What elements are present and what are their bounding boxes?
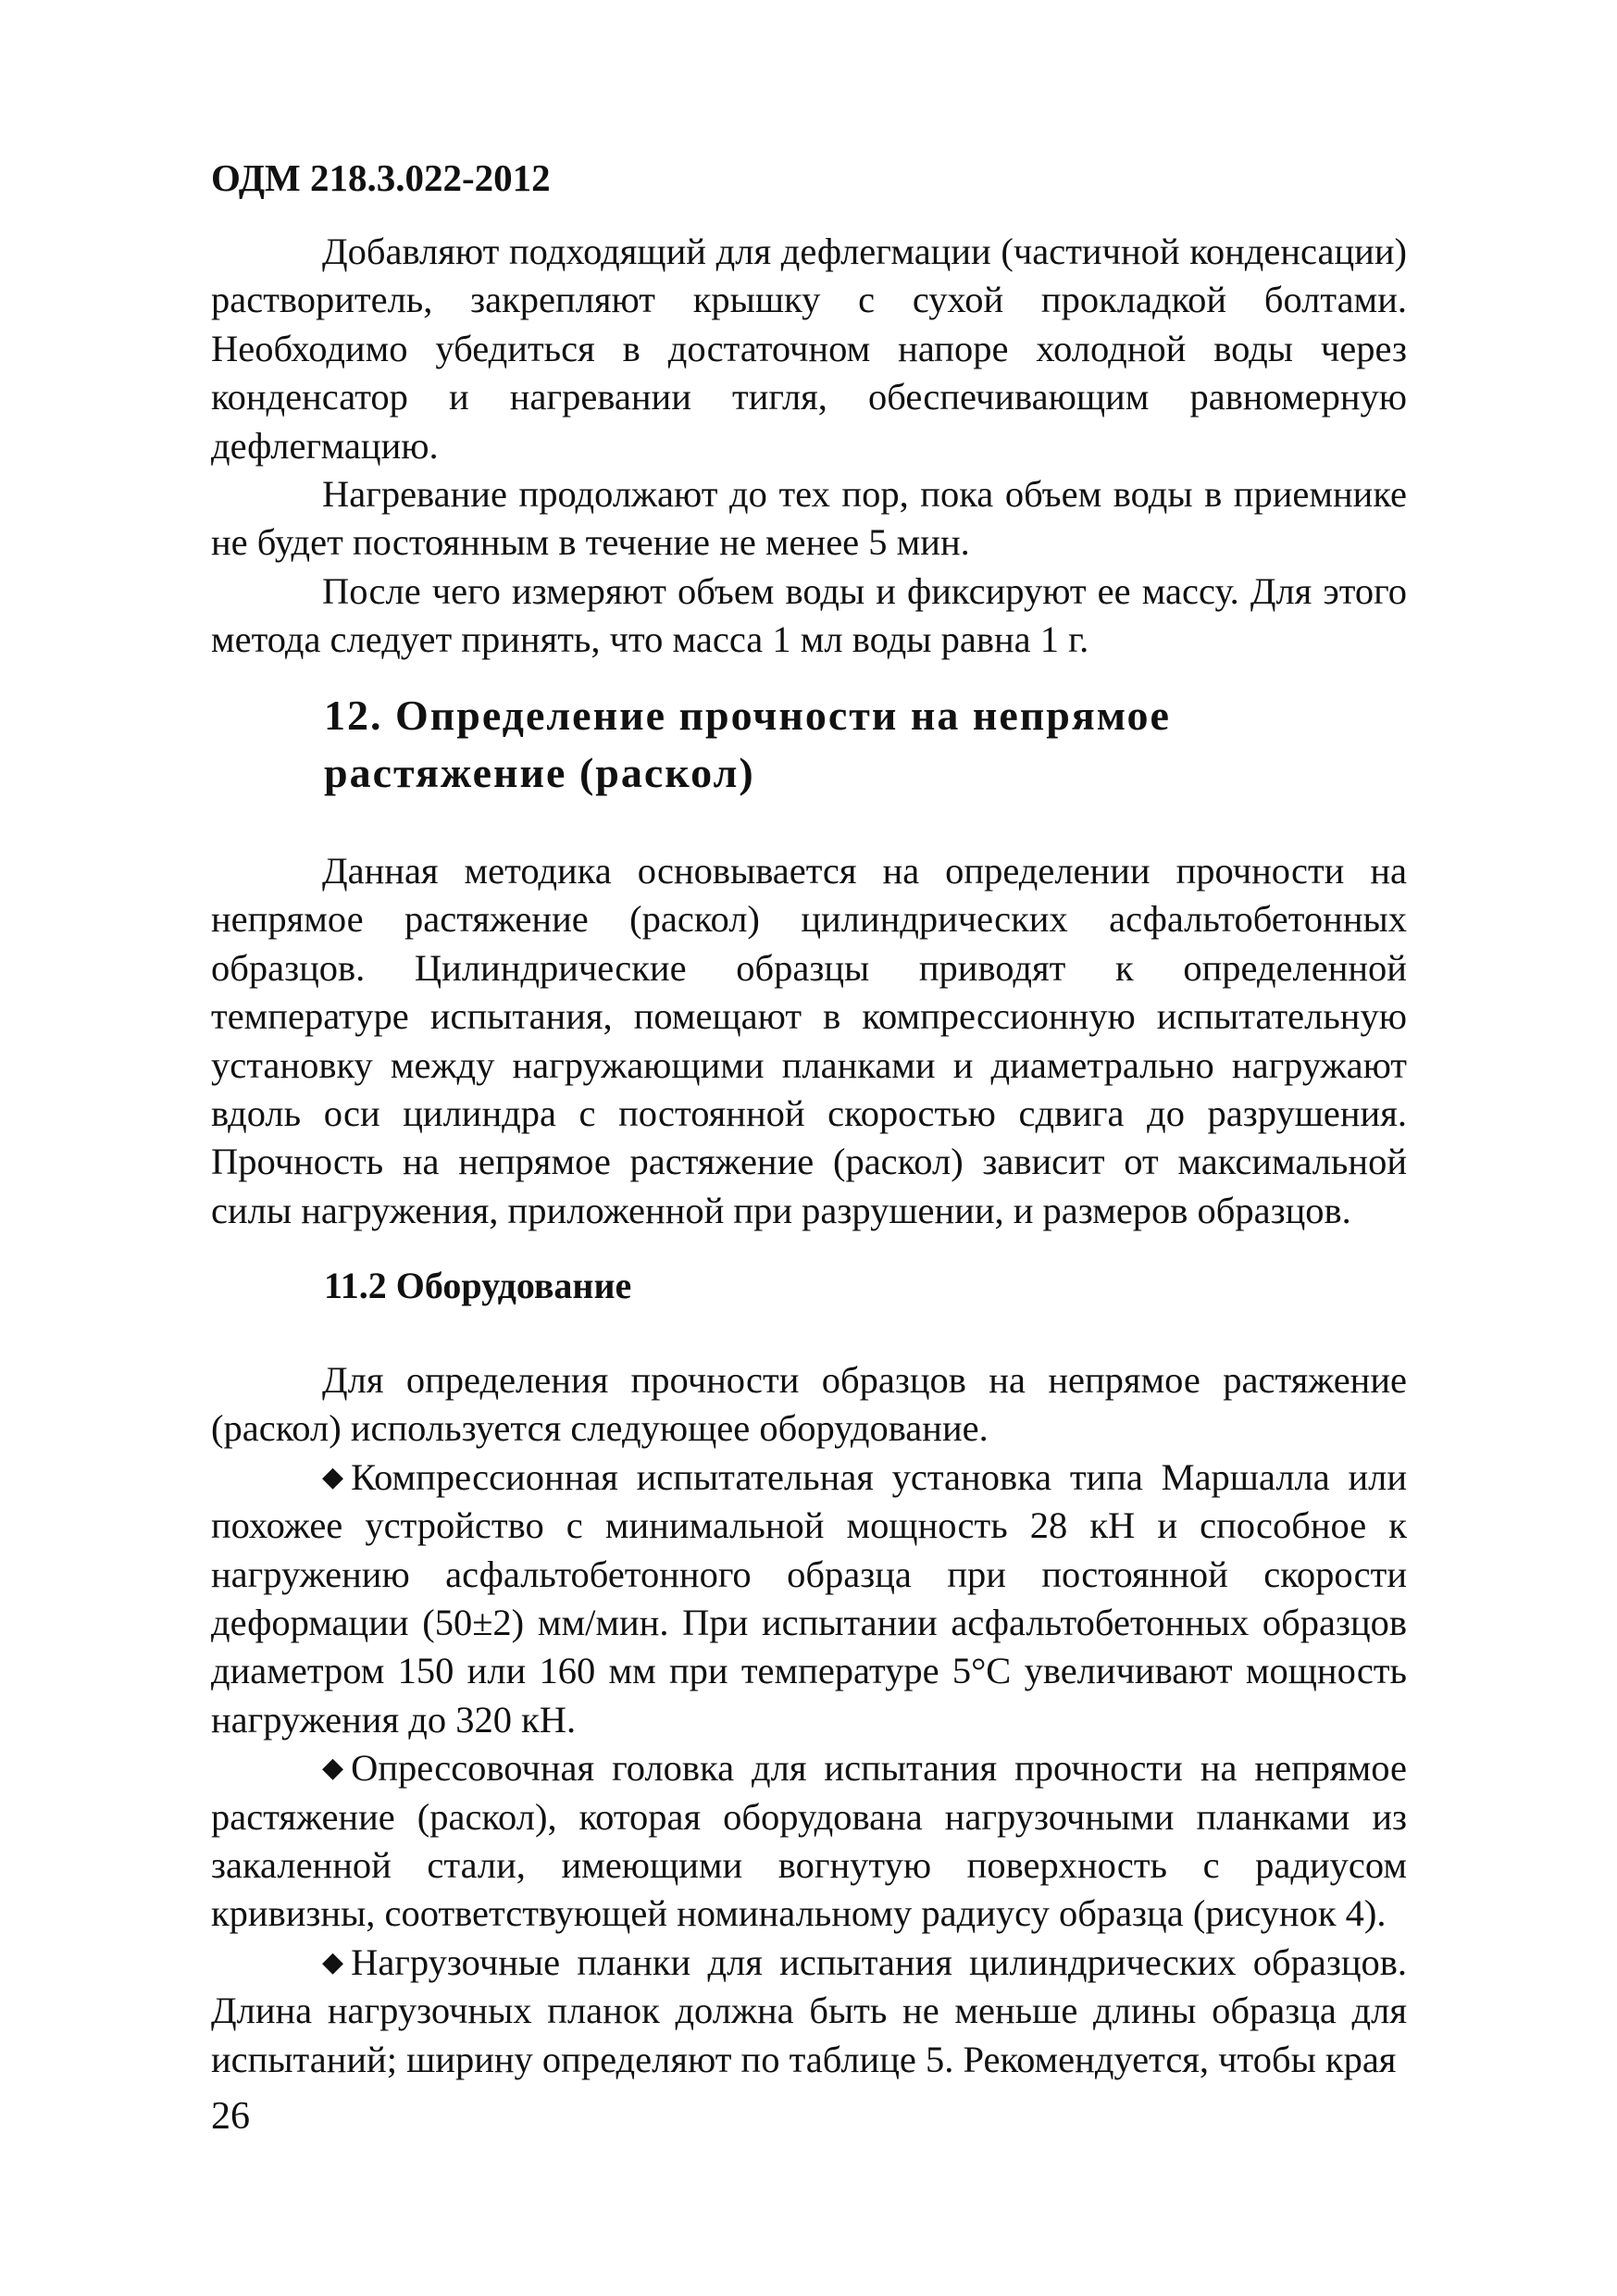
subsection-heading: 11.2 Оборудование [324, 1265, 632, 1306]
bullet-icon: ◆ [322, 1946, 344, 1978]
page-number: 26 [211, 2095, 250, 2138]
section-heading: 12. Определение прочности на непрямое растяжение (раскол) [324, 692, 1171, 796]
bullet-item [211, 1939, 1407, 2084]
paragraph: После чего измеряют объем воды и фиксируют ее массу. Для этого метода следует принять, что масса 1 мл воды равна 1 г. [211, 569, 1407, 661]
bullet-icon: ◆ [322, 1461, 344, 1492]
equipment-intro [211, 1356, 1407, 2084]
document-code-header: ОДМ 218.3.022-2012 [211, 156, 551, 199]
bullet-text: Опрессовочная головка для испытания прочности на непрямое растяжение (раскол), которая оборудована нагрузочными планками из закаленной стали, имеющими вогнутую поверхность с радиусом кривизны, соответствующей номинальному радиусу образца (рисунок 4). [211, 1747, 1407, 1935]
bullet-item [211, 1744, 1407, 1939]
paragraph: Добавляют подходящий для дефлегмации (частичной конденсации) растворитель, закрепляют крышку с сухой прокладкой болтами. Необходимо убедиться в достаточном напоре холодной воды через конденсатор и нагревании тигля, обеспечивающим равномерную дефлегмацию. [211, 231, 1407, 467]
section-body [211, 847, 1407, 1235]
paragraph: Данная методика основывается на определении прочности на непрямое растяжение (раскол) цилиндрических асфальтобетонных образцов. Цилиндрические образцы приводят к определенной температуре испытания, помещают в компрессионную испытательную установку между нагружающими планками и диаметрально нагружают вдоль оси цилиндра с постоянной скоростью сдвига до разрушения. Прочность на непрямое растяжение (раскол) зависит от максимальной силы нагружения, приложенной при разрушении, и размеров образцов. [211, 850, 1407, 1231]
intro-text [211, 228, 1407, 665]
bullet-text: Нагрузочные планки для испытания цилиндрических образцов. Длина нагрузочных планок должна быть не меньше длины образца для испытаний; ширину определяют по таблице 5. Рекомендуется, чтобы края [211, 1940, 1407, 2080]
paragraph: Нагревание продолжают до тех пор, пока объем воды в приемнике не будет постоянным в течение не менее 5 мин. [211, 473, 1407, 564]
paragraph: Для определения прочности образцов на непрямое растяжение (раскол) используется следующее оборудование. [211, 1359, 1407, 1450]
bullet-item [211, 1454, 1407, 1744]
bullet-icon: ◆ [322, 1753, 344, 1784]
bullet-text: Компрессионная испытательная установка типа Маршалла или похожее устройство с минимальной мощность 28 кН и способное к нагружению асфальтобетонного образца при постоянной скорости деформации (50±2) мм/мин. При испытании асфальтобетонных образцов диаметром 150 или 160 мм при температуре 5°С увеличивают мощность нагружения до 320 кН. [211, 1455, 1407, 1741]
